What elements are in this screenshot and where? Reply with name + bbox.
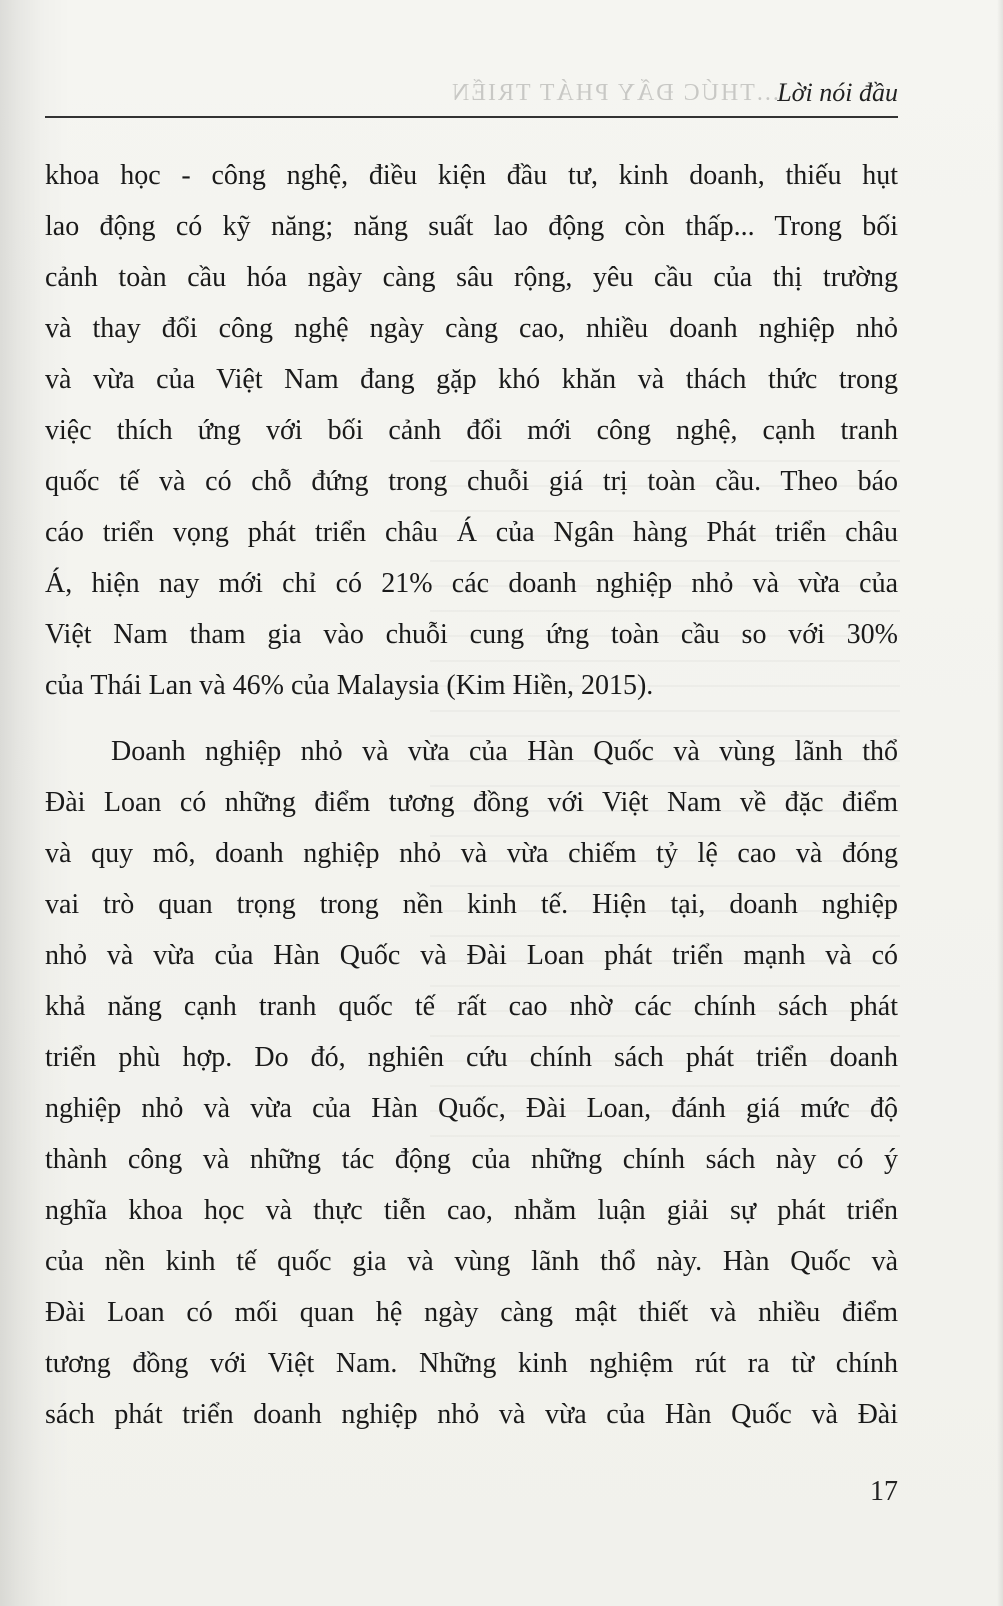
paragraph-2 [45, 726, 898, 1440]
mirrored-header-bleed: ...THÚC ĐẨY PHÁT TRIỂN [450, 80, 779, 106]
text-line: và thay đổi công nghệ ngày càng cao, nhiều doanh nghiệp nhỏ [45, 313, 898, 344]
text-line: Á, hiện nay mới chỉ có 21% các doanh nghiệp nhỏ và vừa của [45, 568, 898, 599]
text-line: nhỏ và vừa của Hàn Quốc và Đài Loan phát triển mạnh và có [45, 940, 898, 971]
text-line: Việt Nam tham gia vào chuỗi cung ứng toàn cầu so với 30% [45, 619, 898, 650]
text-line: nghĩa khoa học và thực tiễn cao, nhằm luận giải sự phát triển [45, 1195, 898, 1226]
text-line: thành công và những tác động của những chính sách này có ý [45, 1144, 898, 1175]
text-line: nghiệp nhỏ và vừa của Hàn Quốc, Đài Loan, đánh giá mức độ [45, 1093, 898, 1124]
body-text [45, 150, 898, 1440]
paragraph-gap [45, 711, 898, 726]
text-line: vai trò quan trọng trong nền kinh tế. Hiện tại, doanh nghiệp [45, 889, 898, 920]
page-edge-shadow [997, 0, 1003, 1606]
text-line: khoa học - công nghệ, điều kiện đầu tư, kinh doanh, thiếu hụt [45, 160, 898, 191]
running-header [45, 74, 898, 118]
text-line: triển phù hợp. Do đó, nghiên cứu chính sách phát triển doanh [45, 1042, 898, 1073]
page-number: 17 [870, 1476, 898, 1507]
text-line: quốc tế và có chỗ đứng trong chuỗi giá trị toàn cầu. Theo báo [45, 466, 898, 497]
text-line: cáo triển vọng phát triển châu Á của Ngân hàng Phát triển châu [45, 517, 898, 548]
section-title: Lời nói đầu [777, 78, 898, 107]
text-line: của Thái Lan và 46% của Malaysia (Kim Hiền, 2015). [45, 670, 654, 701]
text-line: việc thích ứng với bối cảnh đổi mới công nghệ, cạnh tranh [45, 415, 898, 446]
text-line: của nền kinh tế quốc gia và vùng lãnh thổ này. Hàn Quốc và [45, 1246, 898, 1277]
text-line: tương đồng với Việt Nam. Những kinh nghiệm rút ra từ chính [45, 1348, 898, 1379]
header-rule [45, 116, 898, 118]
text-line: cảnh toàn cầu hóa ngày càng sâu rộng, yêu cầu của thị trường [45, 262, 898, 293]
text-line: lao động có kỹ năng; năng suất lao động còn thấp... Trong bối [45, 211, 898, 242]
text-line: Đài Loan có những điểm tương đồng với Việt Nam về đặc điểm [45, 787, 898, 818]
text-line: và quy mô, doanh nghiệp nhỏ và vừa chiếm tỷ lệ cao và đóng [45, 838, 898, 869]
text-line: sách phát triển doanh nghiệp nhỏ và vừa của Hàn Quốc và Đài [45, 1399, 898, 1430]
text-line: và vừa của Việt Nam đang gặp khó khăn và thách thức trong [45, 364, 898, 395]
text-line: khả năng cạnh tranh quốc tế rất cao nhờ các chính sách phát [45, 991, 898, 1022]
text-line: Doanh nghiệp nhỏ và vừa của Hàn Quốc và vùng lãnh thổ [111, 736, 898, 767]
text-line: Đài Loan có mối quan hệ ngày càng mật thiết và nhiều điểm [45, 1297, 898, 1328]
paragraph-1 [45, 150, 898, 711]
